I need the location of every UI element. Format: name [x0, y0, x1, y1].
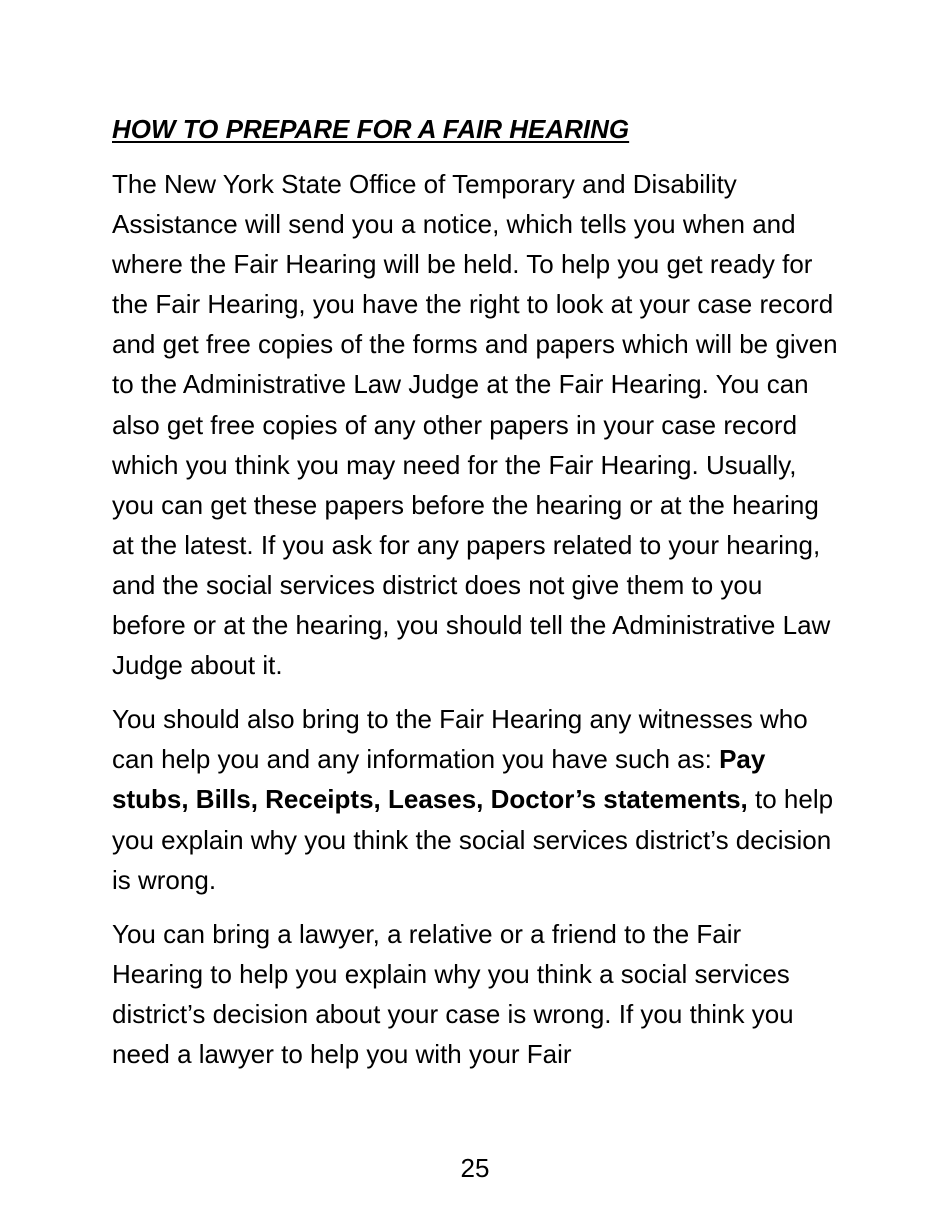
paragraph-witnesses-intro: You should also bring to the Fair Hearing any witnesses who can help you and any information you have such as: — [112, 704, 808, 775]
paragraph-witnesses-rest: to help you explain why you think the social services district’s decision is wrong. — [112, 784, 834, 895]
evidence-list: Pay stubs, Bills, Receipts, Leases, Doctor’s statements, — [112, 744, 766, 815]
paragraph-witnesses — [112, 699, 838, 899]
paragraph-lawyer: You can bring a lawyer, a relative or a friend to the Fair Hearing to help you explain why you think a social services district’s decision about your case is wrong. If you think you need a lawyer to help you with your Fair — [112, 918, 794, 1069]
document-page — [112, 112, 838, 1074]
paragraph-notice: The New York State Office of Temporary and Disability Assistance will send you a notice, which tells you when and where the Fair Hearing will be held. To help you get ready for the Fair Hearing, you have the right to look at your case record and get free copies of the forms and papers which will be given to the Administrative Law Judge at the Fair Hearing. You can also get free copies of any other papers in your case record which you think you may need for the Fair Hearing. Usually, you can get these papers before the hearing or at the hearing at the latest. If you ask for any papers related to your hearing, and the social services district does not give them to you before or at the hearing, you should tell the Administrative Law Judge about it. — [112, 169, 838, 681]
section-heading: HOW TO PREPARE FOR A FAIR HEARING — [112, 114, 630, 144]
page-number: 25 — [460, 1153, 490, 1183]
